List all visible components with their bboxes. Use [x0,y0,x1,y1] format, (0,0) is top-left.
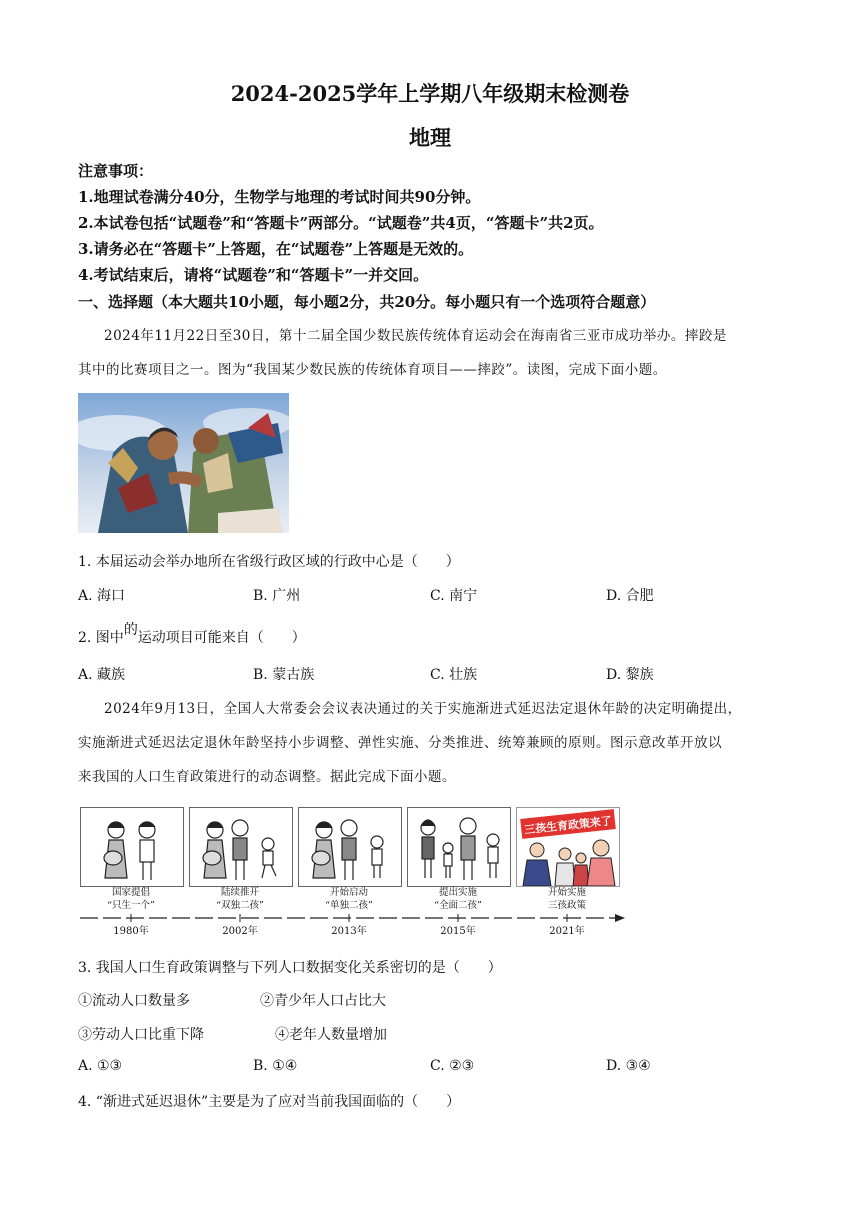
timeline-panel-2021 [516,807,620,887]
timeline-year: 2015年 [440,926,476,937]
question-2-stem [78,622,306,647]
passage-line: 来我国的人口生育政策进行的动态调整。据此完成下面小题。 [78,769,456,785]
section-heading: 一、选择题（本大题共10小题，每小题2分，共20分。每小题只有一个选项符合题意） [78,293,656,311]
timeline-caption: 三孩政策 [547,900,586,911]
question-1-stem: 1. 本届运动会举办地所在省级行政区域的行政中心是（ ） [78,554,460,570]
timeline-caption: 开始实施 [547,887,586,898]
timeline-caption: “全面二孩” [434,900,482,911]
timeline-panel-1980 [80,807,184,887]
note-item: 2.本试卷包括“试题卷”和“答题卡”两部分。“试题卷”共4页，“答题卡”共2页。 [78,214,604,232]
timeline-panel-2002 [189,807,293,887]
timeline-year: 1980年 [113,926,149,937]
q3-option-b: B. ①④ [253,1058,298,1074]
q2-stem-part: 运动项目可能来自（ ） [137,630,306,646]
timeline-panel-2015 [407,807,511,887]
q3-option-a: A. ①③ [78,1058,123,1074]
q3-statement-3: ③劳动人口比重下降 [78,1027,204,1043]
wrestling-photo [78,393,289,533]
passage-line: 实施渐进式延迟法定退休年龄坚持小步调整、弹性实施、分类推进、统筹兼顾的原则。图示意改革开放以 [78,735,722,751]
timeline-caption: “单独二孩” [325,900,373,911]
note-item: 3.请务必在“答题卡”上答题，在“试题卷”上答题是无效的。 [78,240,474,258]
timeline-caption: 陆续推开 [220,887,259,898]
q3-option-c: C. ②③ [430,1058,475,1074]
timeline-year: 2002年 [222,926,258,937]
q2-option-d: D. 黎族 [606,667,654,683]
passage-line: 2024年11月22日至30日，第十二届全国少数民族传统体育运动会在海南省三亚市成功举办。摔跤是 [104,328,727,344]
q2-option-a: A. 藏族 [78,667,126,683]
q3-statement-2: ②青少年人口占比大 [260,993,386,1009]
subject-title: 地理 [409,125,451,150]
q1-option-a: A. 海口 [78,588,126,604]
timeline-year: 2021年 [549,926,585,937]
timeline-caption: “双独二孩” [216,900,264,911]
policy-banner-text: 三孩生育政策来了 [523,814,613,837]
q2-option-c: C. 壮族 [430,667,478,683]
q3-statement-1: ①流动人口数量多 [78,993,190,1009]
page-title: 2024-2025学年上学期八年级期末检测卷 [230,81,630,106]
q1-option-c: C. 南宁 [430,588,478,604]
q2-option-b: B. 蒙古族 [253,667,315,683]
question-3-stem: 3. 我国人口生育政策调整与下列人口数据变化关系密切的是（ ） [78,960,502,976]
q1-option-b: B. 广州 [253,588,301,604]
timeline-year: 2013年 [331,926,367,937]
timeline-caption: 开始启动 [329,887,368,898]
question-4-stem: 4. “渐进式延迟退休”主要是为了应对当前我国面临的（ ） [78,1094,461,1110]
note-item: 1.地理试卷满分40分，生物学与地理的考试时间共90分钟。 [78,188,481,206]
q3-statement-4: ④老年人数量增加 [275,1027,387,1043]
timeline-caption: “只生一个” [107,900,155,911]
notes-heading: 注意事项： [78,162,154,180]
timeline-panel-2013 [298,807,402,887]
q1-option-d: D. 合肥 [606,588,654,604]
passage-line: 2024年9月13日，全国人大常委会会议表决通过的关于实施渐进式延迟法定退休年龄的决定明确提出， [104,701,742,717]
timeline-caption: 国家提倡 [111,887,150,898]
q2-stem-part: 2. 图中 [78,630,124,646]
q2-stem-superscript: 的 [123,622,138,638]
note-item: 4.考试结束后，请将“试题卷”和“答题卡”一并交回。 [78,266,429,284]
q3-option-d: D. ③④ [606,1058,651,1074]
timeline-caption: 提出实施 [438,887,477,898]
passage-line: 其中的比赛项目之一。图为“我国某少数民族的传统体育项目——摔跤”。读图，完成下面小题。 [78,362,667,378]
